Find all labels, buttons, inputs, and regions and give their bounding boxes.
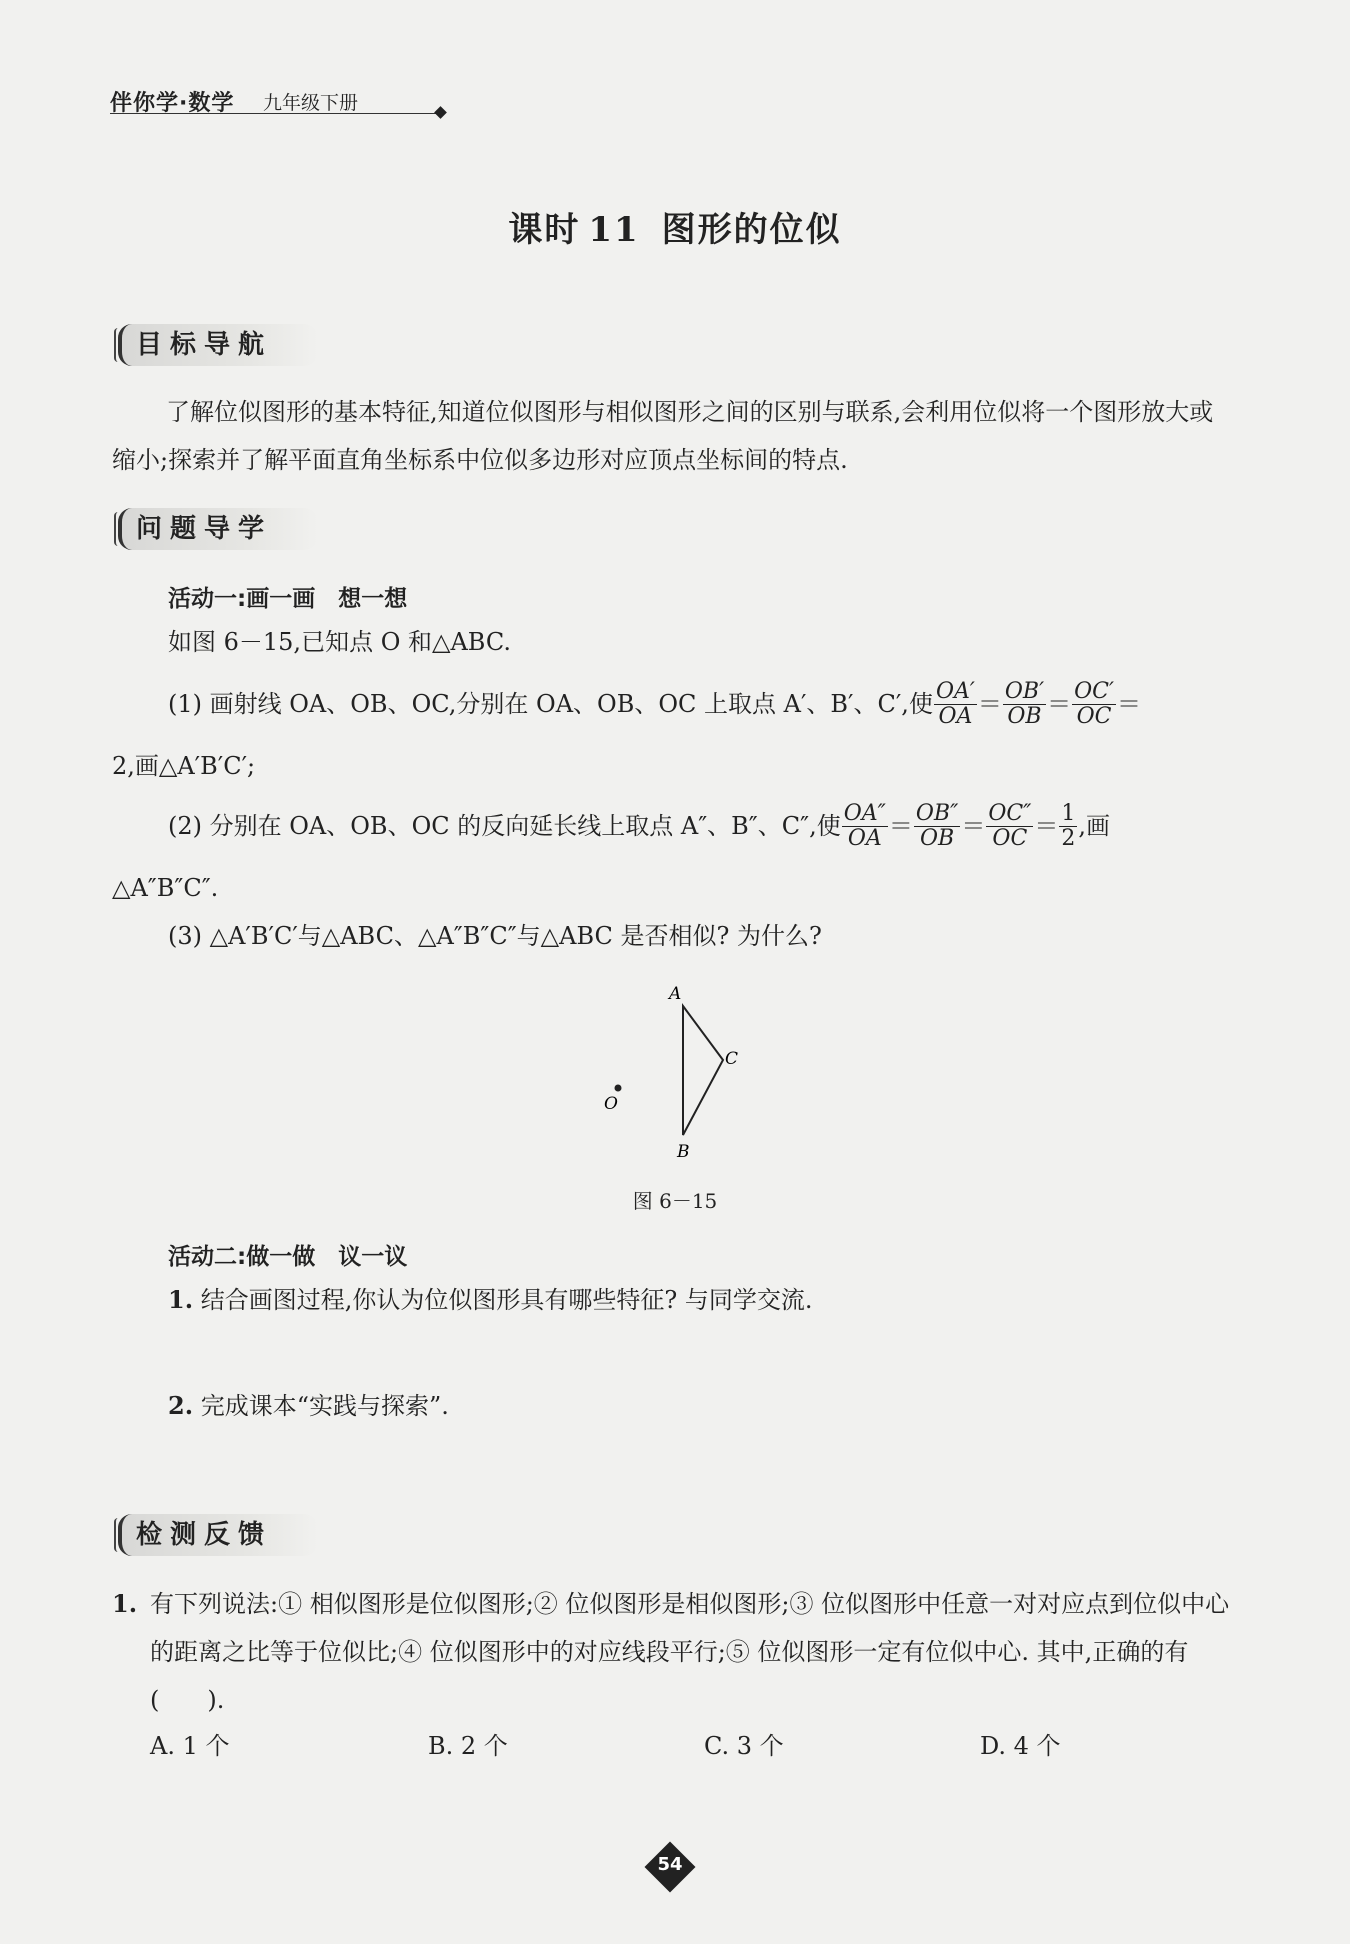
check-q1-text: 有下列说法:① 相似图形是位似图形;② 位似图形是相似图形;③ 位似图形中任意一对对应点到位似中心的距离之比等于位似比;④ 位似图形中的对应线段平行;⑤ 位似图形一定有位似中心. 其中,正确的有( ).: [150, 1590, 1230, 1714]
fraction-oc-prime: $\frac{OC'}{OC}$: [1074, 679, 1114, 729]
page-number-badge: [648, 1845, 692, 1889]
check-q1-number: 1.: [112, 1589, 138, 1618]
lesson-prefix: 课时: [508, 210, 581, 250]
book-grade: 九年级下册: [263, 92, 359, 114]
activity2-q2: 2. 完成课本“实践与探索”.: [168, 1391, 449, 1420]
figure-6-15: [590, 985, 760, 1165]
item2-text: (2) 分别在 OA、OB、OC 的反向延长线上取点 A″、B″、C″,使: [168, 812, 841, 840]
activity1-intro: 如图 6－15,已知点 O 和△ABC.: [168, 628, 512, 656]
fraction-oa-double: $\frac{OA''}{OA}$: [843, 801, 886, 851]
point-o: [615, 1085, 622, 1092]
fraction-oa-prime: $\frac{OA'}{OA}$: [935, 679, 975, 729]
header-rule: [110, 113, 440, 114]
page-number: 54: [657, 1854, 683, 1875]
label-o: O: [604, 1094, 618, 1114]
section-tag-check: 检测反馈: [118, 1514, 318, 1556]
activity1-item3: (3) △A′B′C′与△ABC、△A″B″C″与△ABC 是否相似? 为什么?: [168, 922, 822, 950]
item1-text: (1) 画射线 OA、OB、OC,分别在 OA、OB、OC 上取点 A′、B′、C′,使: [168, 690, 933, 718]
label-c: C: [725, 1049, 739, 1069]
fraction-ob-prime: $\frac{OB'}{OB}$: [1004, 679, 1045, 729]
activity1-item2-end: △A″B″C″.: [112, 874, 219, 902]
activity1-item2: (2) 分别在 OA、OB、OC 的反向延长线上取点 A″、B″、C″,使 $\frac{OA''}{OA}$ ＝ $\frac{OB''}{OB}$ ＝ $\frac{OC''}{OC}$ ＝ $\frac{1}{2}$ ,画: [168, 801, 1111, 851]
lesson-topic: 图形的位似: [661, 210, 842, 250]
item2-tail: ,画: [1078, 812, 1111, 840]
lesson-title: [0, 202, 1350, 251]
section-tag-learn: 问题导学: [118, 508, 318, 550]
activity1-item1-end: 2,画△A′B′C′;: [112, 752, 256, 780]
activity1-title: 活动一:画一画 想一想: [168, 586, 408, 612]
book-brand: 伴你学·数学: [110, 91, 235, 116]
triangle-abc: [683, 1006, 723, 1135]
section-tag-goal: 目标导航: [118, 324, 318, 366]
fraction-oc-double: $\frac{OC''}{OC}$: [988, 801, 1032, 851]
goal-text: 了解位似图形的基本特征,知道位似图形与相似图形之间的区别与联系,会利用位似将一个图形放大或缩小;探索并了解平面直角坐标系中位似多边形对应顶点坐标间的特点.: [112, 398, 1214, 474]
label-b: B: [677, 1142, 690, 1162]
activity1-item1: (1) 画射线 OA、OB、OC,分别在 OA、OB、OC 上取点 A′、B′、C′,使 $\frac{OA'}{OA}$ ＝ $\frac{OB'}{OB}$ ＝ $\frac{OC'}{OC}$ ＝: [168, 679, 1141, 729]
choice-c: C. 3 个: [704, 1732, 784, 1760]
choice-b: B. 2 个: [428, 1732, 508, 1760]
activity2-q1: 1. 结合画图过程,你认为位似图形具有哪些特征? 与同学交流.: [168, 1285, 813, 1314]
figure-caption: 图 6－15: [632, 1189, 718, 1213]
choice-d: D. 4 个: [980, 1732, 1061, 1760]
activity2-title: 活动二:做一做 议一议: [168, 1244, 408, 1270]
fraction-ob-double: $\frac{OB''}{OB}$: [915, 801, 959, 851]
choice-a: A. 1 个: [150, 1732, 230, 1760]
label-a: A: [669, 985, 682, 1004]
header-diamond-icon: [434, 106, 447, 119]
lesson-number: 11: [588, 210, 640, 250]
fraction-one-half: $\frac{1}{2}$: [1061, 801, 1076, 851]
